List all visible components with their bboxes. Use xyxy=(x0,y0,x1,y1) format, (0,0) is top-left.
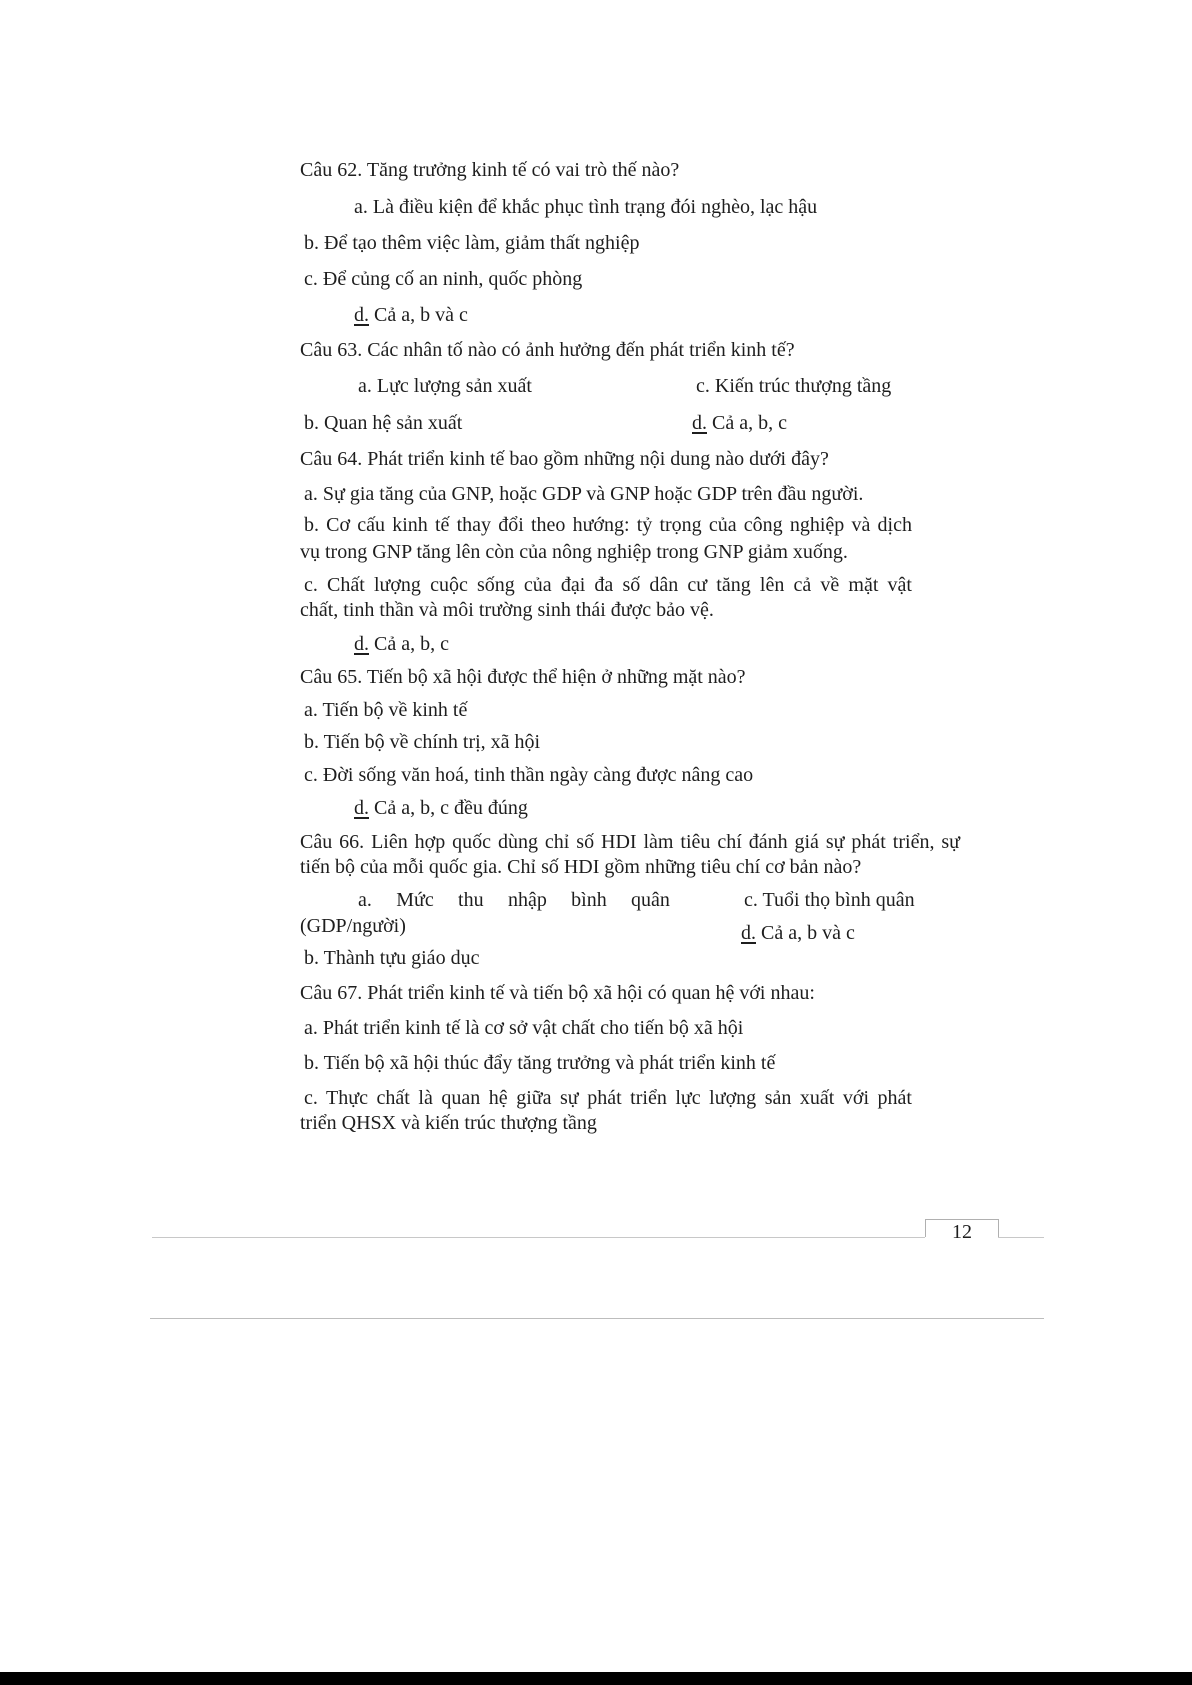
footer-rule-right xyxy=(998,1237,1044,1238)
q64-option-c-line2: chất, tinh thần và môi trường sinh thái được bảo vệ. xyxy=(300,599,714,621)
q66-option-a-word: quân xyxy=(631,889,670,911)
q65-option-d-text: Cả a, b, c đều đúng xyxy=(369,797,528,819)
q66-option-a-line1 xyxy=(358,887,670,913)
q64-option-a: a. Sự gia tăng của GNP, hoặc GDP và GNP hoặc GDP trên đầu người. xyxy=(304,483,864,505)
q63-option-c: c. Kiến trúc thượng tầng xyxy=(696,375,892,397)
page-number: 12 xyxy=(952,1221,972,1243)
q64-option-c-line1: c. Chất lượng cuộc sống của đại đa số dân cư tăng lên cả về mặt vật xyxy=(304,574,912,596)
q66-option-a-word: nhập xyxy=(507,889,547,911)
q65-option-a: a. Tiến bộ về kinh tế xyxy=(304,699,468,721)
q63-option-b: b. Quan hệ sản xuất xyxy=(304,412,463,434)
q62-answer-marker: d. xyxy=(354,304,369,326)
q67-option-c-line2: triển QHSX và kiến trúc thượng tầng xyxy=(300,1112,597,1134)
q64-answer-marker: d. xyxy=(354,633,369,655)
question-64: Câu 64. Phát triển kinh tế bao gồm những nội dung nào dưới đây? xyxy=(300,448,829,470)
q65-option-b: b. Tiến bộ về chính trị, xã hội xyxy=(304,731,541,753)
q66-option-a-word: thu xyxy=(458,889,484,911)
q66-option-d xyxy=(741,920,855,946)
q65-answer-marker: d. xyxy=(354,797,369,819)
question-66-line1: Câu 66. Liên hợp quốc dùng chỉ số HDI làm tiêu chí đánh giá sự phát triển, sự xyxy=(300,831,960,853)
q66-option-d-text: Cả a, b và c xyxy=(756,922,855,944)
q64-option-b-line2: vụ trong GNP tăng lên còn của nông nghiệp trong GNP giảm xuống. xyxy=(300,541,848,563)
q62-option-d-text: Cả a, b và c xyxy=(369,304,468,326)
q62-option-d xyxy=(354,302,468,328)
q66-option-a-word: a. xyxy=(358,889,372,911)
q64-option-d xyxy=(354,631,449,657)
q64-option-b-line1: b. Cơ cấu kinh tế thay đổi theo hướng: tỷ trọng của công nghiệp và dịch xyxy=(304,514,912,536)
q62-option-a: a. Là điều kiện để khắc phục tình trạng đói nghèo, lạc hậu xyxy=(354,196,818,218)
question-67: Câu 67. Phát triển kinh tế và tiến bộ xã hội có quan hệ với nhau: xyxy=(300,982,815,1004)
q62-option-c: c. Để củng cố an ninh, quốc phòng xyxy=(304,268,583,290)
question-65: Câu 65. Tiến bộ xã hội được thể hiện ở những mặt nào? xyxy=(300,666,746,688)
question-63: Câu 63. Các nhân tố nào có ảnh hưởng đến phát triển kinh tế? xyxy=(300,339,795,361)
q62-option-b: b. Để tạo thêm việc làm, giảm thất nghiệp xyxy=(304,232,640,254)
q67-option-b: b. Tiến bộ xã hội thúc đẩy tăng trưởng và phát triển kinh tế xyxy=(304,1052,776,1074)
q63-option-d-text: Cả a, b, c xyxy=(707,412,787,434)
q63-answer-marker: d. xyxy=(692,412,707,434)
footer-rule-left xyxy=(152,1237,925,1238)
q66-option-b: b. Thành tựu giáo dục xyxy=(304,947,480,969)
q65-option-d xyxy=(354,795,528,821)
bottom-edge-bar xyxy=(0,1672,1192,1685)
q66-answer-marker: d. xyxy=(741,922,756,944)
q67-option-a: a. Phát triển kinh tế là cơ sở vật chất cho tiến bộ xã hội xyxy=(304,1017,744,1039)
q66-option-a-word: bình xyxy=(571,889,607,911)
q67-option-c-line1: c. Thực chất là quan hệ giữa sự phát triển lực lượng sản xuất với phát xyxy=(304,1087,912,1109)
q66-option-a-line2: (GDP/người) xyxy=(300,915,406,937)
question-62: Câu 62. Tăng trưởng kinh tế có vai trò thế nào? xyxy=(300,159,680,181)
q66-option-c: c. Tuổi thọ bình quân xyxy=(744,889,915,911)
q66-option-a-word: Mức xyxy=(396,889,434,911)
page-bottom-rule xyxy=(150,1318,1044,1319)
question-66-line2: tiến bộ của mỗi quốc gia. Chỉ số HDI gồm những tiêu chí cơ bản nào? xyxy=(300,856,862,878)
q63-option-d xyxy=(692,410,787,436)
q65-option-c: c. Đời sống văn hoá, tinh thần ngày càng được nâng cao xyxy=(304,764,754,786)
q63-option-a: a. Lực lượng sản xuất xyxy=(358,375,532,397)
q64-option-d-text: Cả a, b, c xyxy=(369,633,449,655)
